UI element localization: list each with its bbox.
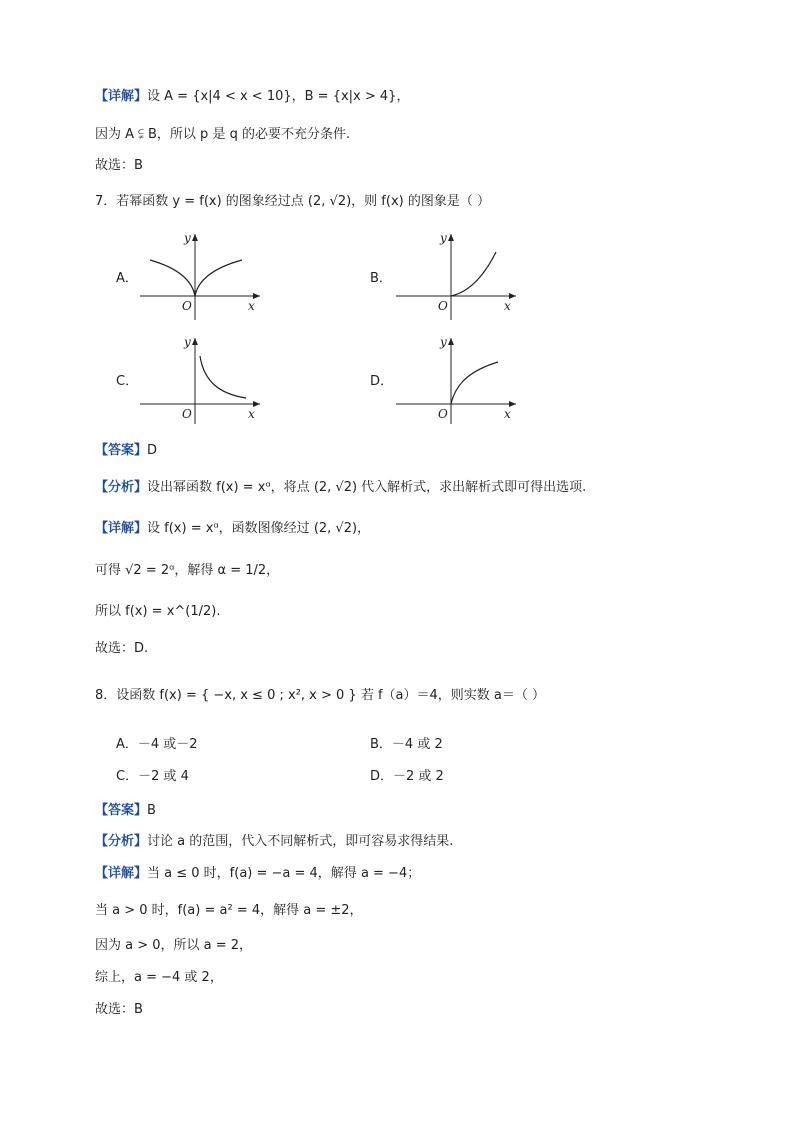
solve-line-7 [95, 562, 279, 580]
analysis-line-8 [95, 833, 453, 851]
q7-option-c-label: C． [116, 374, 139, 389]
question-7 [95, 193, 490, 211]
detail-tag: 【详解】 [95, 89, 148, 104]
detail-text: 设 f(x) = xᵅ，函数图像经过 (2, √2)， [147, 521, 371, 536]
q8-option-text: －4 或 2 [391, 737, 443, 752]
axis-y-label: y [440, 231, 447, 245]
axis-x-label: x [248, 299, 255, 313]
q7-option-a-label: A． [116, 271, 138, 286]
choice-text: 故选：D. [95, 641, 149, 656]
detail-line-8 [95, 865, 420, 883]
axis-x-label: x [504, 299, 511, 313]
axis-x-label: x [248, 407, 255, 421]
choice-text: 故选：B [95, 158, 143, 173]
detail-text: 设 A = {x|4 < x < 10}，B = {x|x > 4}， [147, 89, 410, 104]
summary-line-8 [95, 969, 223, 987]
question-8-text: 8．设函数 f(x) = { −x, x ≤ 0 ; x², x > 0 } 若 f（a）＝4，则实数 a＝（ ） [95, 688, 545, 703]
q7-graph-c [138, 332, 268, 432]
q8-option-d [370, 768, 444, 786]
q7-option-b-label: B． [370, 271, 392, 286]
because-line-8 [95, 937, 252, 955]
analysis-text: 设出幂函数 f(x) = xᵅ，将点 (2, √2) 代入解析式，求出解析式即可得出选项. [147, 480, 587, 495]
solve-text: 可得 √2 = 2ᵅ，解得 α = 1/2， [95, 563, 280, 578]
answer-text: B [147, 803, 156, 818]
answer-line-7 [95, 442, 157, 460]
detail-line-7 [95, 520, 370, 538]
q8-option-text: －2 或 4 [138, 769, 189, 784]
question-7-text: 7．若幂函数 y = f(x) 的图象经过点 (2, √2)，则 f(x) 的图象是（ ） [95, 194, 490, 209]
answer-tag: 【答案】 [95, 803, 148, 818]
q8-option-b [370, 736, 443, 754]
choice-line-1 [95, 157, 143, 175]
choice-line-8 [95, 1001, 143, 1019]
analysis-line-7 [95, 479, 586, 497]
q8-option-a [116, 736, 198, 754]
analysis-tag: 【分析】 [95, 480, 148, 495]
q8-option-text: －4 或－2 [137, 737, 198, 752]
detail-line-1 [95, 88, 409, 106]
origin-label: O [182, 407, 192, 421]
axis-y-label: y [440, 335, 447, 349]
answer-tag: 【答案】 [95, 443, 148, 458]
because-text: 因为 a > 0，所以 a = 2， [95, 938, 253, 953]
q7-graph-b [394, 228, 524, 328]
origin-label: O [438, 299, 448, 313]
q8-option-label: B． [370, 737, 392, 752]
answer-text: D [147, 443, 158, 458]
result-text: 所以 f(x) = x^(1/2). [95, 604, 221, 619]
analysis-text: 讨论 a 的范围，代入不同解析式，即可容易求得结果. [147, 834, 454, 849]
answer-line-8 [95, 802, 156, 820]
axis-y-label: y [184, 335, 191, 349]
summary-text: 综上，a = −4 或 2， [95, 970, 223, 985]
axis-y-label: y [184, 231, 191, 245]
q7-graph-a [138, 228, 268, 328]
origin-label: O [438, 407, 448, 421]
case-line-8 [95, 902, 363, 920]
reason-text: 因为 A ⫋ B，所以 p 是 q 的必要不充分条件. [95, 127, 351, 142]
q8-option-text: －2 或 2 [393, 769, 444, 784]
q7-option-d-label: D． [370, 374, 394, 389]
q8-option-label: C． [116, 769, 139, 784]
axis-x-label: x [504, 407, 511, 421]
choice-text: 故选：B [95, 1002, 143, 1017]
case-text: 当 a > 0 时，f(a) = a² = 4，解得 a = ±2， [95, 903, 363, 918]
detail-text: 当 a ≤ 0 时，f(a) = −a = 4，解得 a = −4； [147, 866, 421, 881]
q7-graph-d [394, 332, 524, 432]
origin-label: O [182, 299, 192, 313]
q8-option-c [116, 768, 189, 786]
detail-tag: 【详解】 [95, 866, 148, 881]
result-line-7 [95, 603, 221, 621]
q8-option-label: D． [370, 769, 394, 784]
analysis-tag: 【分析】 [95, 834, 148, 849]
question-8 [95, 687, 545, 705]
detail-tag: 【详解】 [95, 521, 148, 536]
q8-option-label: A． [116, 737, 138, 752]
choice-line-7 [95, 640, 148, 658]
reason-line [95, 126, 350, 144]
